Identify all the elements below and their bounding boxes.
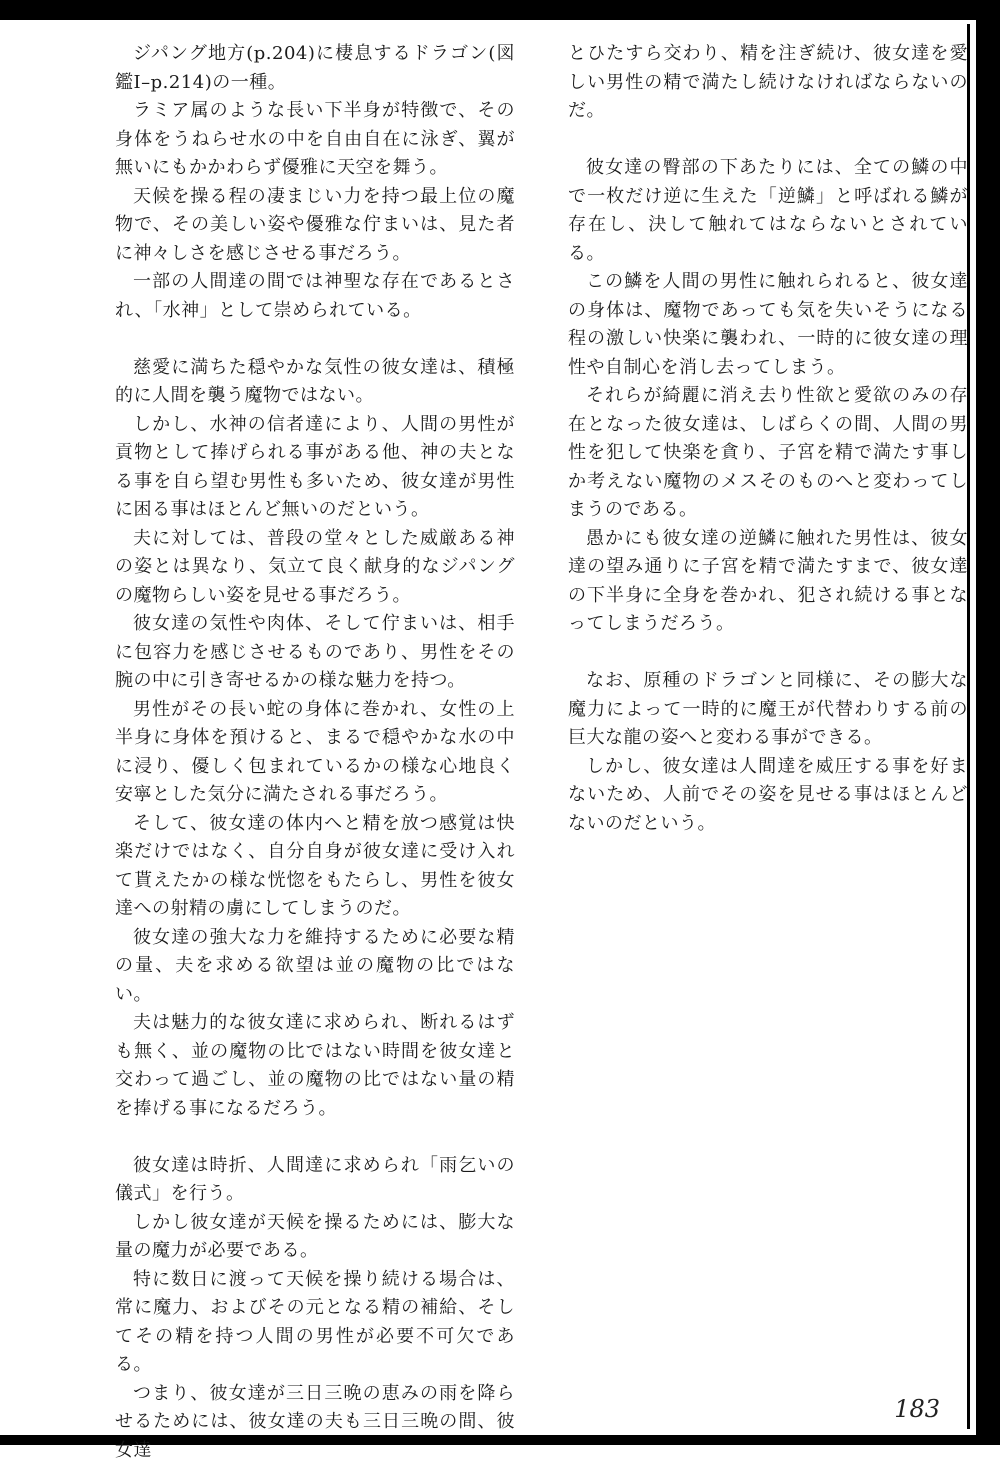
body-paragraph: 彼女達の気性や肉体、そして佇まいは、相手に包容力を感じさせるものであり、男性をその腕の中に引き寄せるかの様な魅力を持つ。 [115, 610, 515, 696]
page-number: 183 [894, 1395, 940, 1423]
body-paragraph: しかし彼女達が天候を操るためには、膨大な量の魔力が必要である。 [115, 1209, 515, 1266]
body-paragraph: この鱗を人間の男性に触れられると、彼女達の身体は、魔物であっても気を失いそうになる程の激しい快楽に襲われ、一時的に彼女達の理性や自制心を消し去ってしまう。 [568, 268, 968, 382]
body-paragraph: 彼女達の強大な力を維持するために必要な精の量、夫を求める欲望は並の魔物の比ではない。 [115, 924, 515, 1010]
paragraph-gap [115, 1123, 515, 1152]
paragraph-gap [568, 126, 968, 155]
body-paragraph: 男性がその長い蛇の身体に巻かれ、女性の上半身に身体を預けると、まるで穏やかな水の中に浸り、優しく包まれているかの様な心地良く安寧とした気分に満たされる事だろう。 [115, 696, 515, 810]
body-paragraph: 夫に対しては、普段の堂々とした威厳ある神の姿とは異なり、気立て良く献身的なジパングの魔物らしい姿を見せる事だろう。 [115, 525, 515, 611]
body-paragraph: 天候を操る程の凄まじい力を持つ最上位の魔物で、その美しい姿や優雅な佇まいは、見た者に神々しさを感じさせる事だろう。 [115, 183, 515, 269]
body-paragraph: ジパング地方(p.204)に棲息するドラゴン(図鑑Ⅰ–p.214)の一種。 [115, 40, 515, 97]
body-paragraph: つまり、彼女達が三日三晩の恵みの雨を降らせるためには、彼女達の夫も三日三晩の間、彼女達 [115, 1380, 515, 1465]
body-paragraph: 愚かにも彼女達の逆鱗に触れた男性は、彼女達の望み通りに子宮を精で満たすまで、彼女達の下半身に全身を巻かれ、犯され続ける事となってしまうだろう。 [568, 525, 968, 639]
body-paragraph: 彼女達は時折、人間達に求められ「雨乞いの儀式」を行う。 [115, 1152, 515, 1209]
left-column [115, 40, 515, 1465]
body-paragraph: しかし、彼女達は人間達を威圧する事を好まないため、人前でその姿を見せる事はほとんどないのだという。 [568, 753, 968, 839]
right-column [568, 40, 968, 838]
body-paragraph: そして、彼女達の体内へと精を放つ感覚は快楽だけではなく、自分自身が彼女達に受け入れて貰えたかの様な恍惚をもたらし、男性を彼女達への射精の虜にしてしまうのだ。 [115, 810, 515, 924]
body-paragraph: 慈愛に満ちた穏やかな気性の彼女達は、積極的に人間を襲う魔物ではない。 [115, 354, 515, 411]
body-paragraph: ラミア属のような長い下半身が特徴で、その身体をうねらせ水の中を自由自在に泳ぎ、翼が無いにもかかわらず優雅に天空を舞う。 [115, 97, 515, 183]
body-paragraph: 夫は魅力的な彼女達に求められ、断れるはずも無く、並の魔物の比ではない時間を彼女達と交わって過ごし、並の魔物の比ではない量の精を捧げる事になるだろう。 [115, 1009, 515, 1123]
body-paragraph: 特に数日に渡って天候を操り続ける場合は、常に魔力、およびその元となる精の補給、そしてその精を持つ人間の男性が必要不可欠である。 [115, 1266, 515, 1380]
body-paragraph: しかし、水神の信者達により、人間の男性が貢物として捧げられる事がある他、神の夫となる事を自ら望む男性も多いため、彼女達が男性に困る事はほとんど無いのだという。 [115, 411, 515, 525]
body-paragraph: なお、原種のドラゴンと同様に、その膨大な魔力によって一時的に魔王が代替わりする前の巨大な龍の姿へと変わる事ができる。 [568, 667, 968, 753]
body-paragraph: 一部の人間達の間では神聖な存在であるとされ、「水神」として崇められている。 [115, 268, 515, 325]
body-paragraph: 彼女達の臀部の下あたりには、全ての鱗の中で一枚だけ逆に生えた「逆鱗」と呼ばれる鱗が存在し、決して触れてはならないとされている。 [568, 154, 968, 268]
body-paragraph: それらが綺麗に消え去り性欲と愛欲のみの存在となった彼女達は、しばらくの間、人間の男性を犯して快楽を貪り、子宮を精で満たす事しか考えない魔物のメスそのものへと変わってしまうのである。 [568, 382, 968, 525]
body-paragraph: とひたすら交わり、精を注ぎ続け、彼女達を愛しい男性の精で満たし続けなければならないのだ。 [568, 40, 968, 126]
paragraph-gap [568, 639, 968, 668]
paragraph-gap [115, 325, 515, 354]
